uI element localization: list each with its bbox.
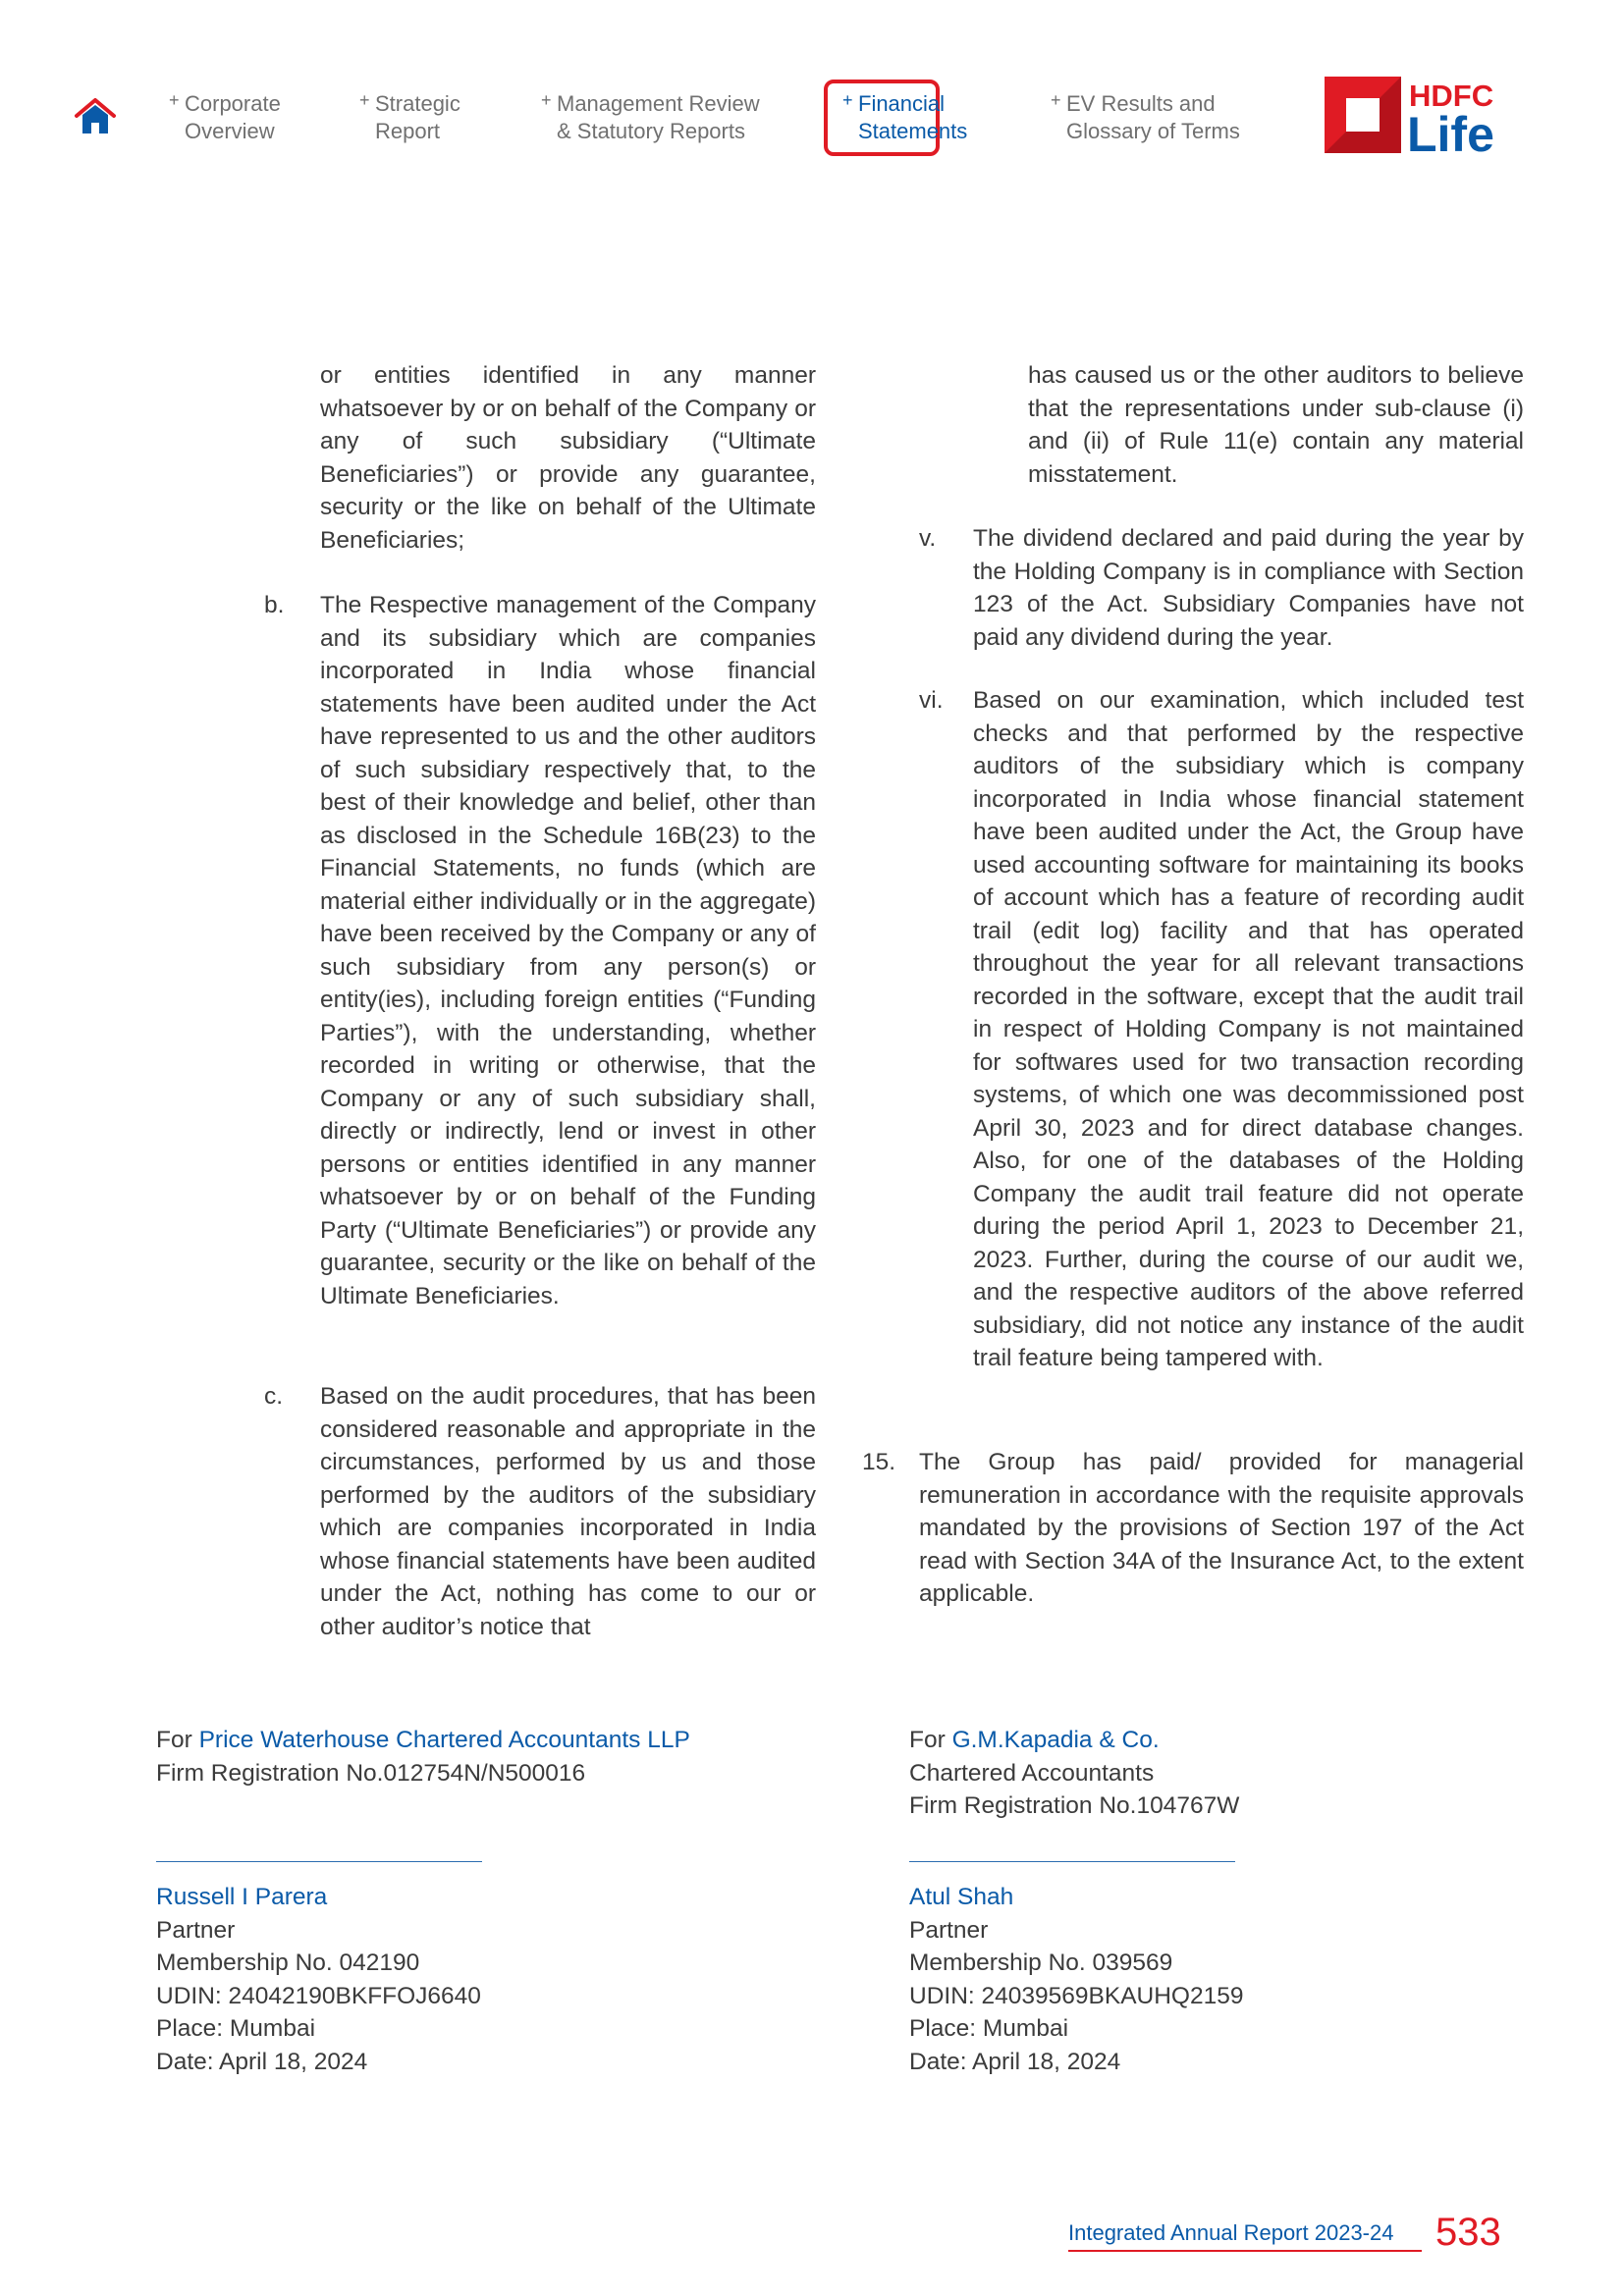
- nav-ev-results[interactable]: [1051, 90, 1240, 145]
- nav-management-review[interactable]: [541, 90, 760, 145]
- plus-icon: +: [359, 90, 370, 110]
- plus-icon: +: [1051, 90, 1061, 110]
- signature-block-left: [156, 1724, 690, 1789]
- report-title: Integrated Annual Report 2023-24: [1068, 2220, 1394, 2245]
- plus-icon: +: [169, 90, 180, 110]
- signature-block-right: [909, 1724, 1239, 1823]
- signatory-role: Partner: [156, 1916, 236, 1944]
- udin: UDIN: 24039569BKAUHQ2159: [909, 1982, 1244, 2009]
- signatory-details-right: [909, 1881, 1243, 2078]
- item-c-paragraph: Based on the audit procedures, that has been considered reasonable and appropriate in the circumstances, performed by us and those performed by the auditors of the subsidiary which are companies incorporated in India whose financial statements have been audited under the Act, nothing has come to our or other auditor’s notice that: [320, 1383, 816, 1640]
- firm-registration: Firm Registration No.104767W: [909, 1792, 1240, 1819]
- signatory-role: Partner: [909, 1916, 989, 1944]
- item-15-paragraph: The Group has paid/ provided for managerial remuneration in accordance with the requisite approvals mandated by the provisions of Section 197 of the Act read with Section 34A of the Insurance Act, to the extent applicable.: [919, 1449, 1524, 1607]
- firm-name: G.M.Kapadia & Co.: [951, 1727, 1160, 1753]
- firm-line: [156, 1724, 690, 1757]
- nav-label-line1: Management Review: [557, 91, 760, 116]
- nav-label-line2: Overview: [185, 119, 275, 143]
- item-v-marker: v.: [919, 525, 937, 552]
- nav-label-line1: Corporate: [185, 91, 281, 116]
- nav-financial-statements[interactable]: [842, 90, 968, 145]
- plus-icon: +: [541, 90, 552, 110]
- firm-name: Price Waterhouse Chartered Accountants LLP: [198, 1727, 690, 1753]
- for-prefix: For: [909, 1727, 952, 1753]
- place: Place: Mumbai: [156, 2015, 316, 2042]
- right-continued-paragraph: has caused us or the other auditors to believe that the representations under sub-clause (i) and (ii) of Rule 11(e) contain any material misstatement.: [1028, 362, 1524, 488]
- place: Place: Mumbai: [909, 2015, 1069, 2042]
- nav-label-line1: EV Results and: [1066, 91, 1216, 116]
- footer-underline: [1068, 2250, 1422, 2252]
- item-b-marker: b.: [264, 592, 285, 618]
- date: Date: April 18, 2024: [156, 2048, 368, 2075]
- nav-strategic-report[interactable]: [359, 90, 460, 145]
- home-icon[interactable]: [73, 94, 118, 139]
- page-number: 533: [1435, 2211, 1501, 2254]
- item-b-paragraph: The Respective management of the Company and its subsidiary which are companies incorporated in India whose financial statements have been audited under the Act have represented to us and the other auditors of such subsidiary respectively that, to the best of their knowledge and belief, other than as disclosed in the Schedule 16B(23) to the Financial Statements, no funds (which are material either individually or in the aggregate) have been received by the Company or any of such subsidiary from any person(s) or entity(ies), including foreign entities (“Funding Parties”), with the understanding, whether recorded in writing or otherwise, that the Company or any of such subsidiary shall, directly or indirectly, lend or invest in other persons or entities identified in any manner whatsoever by or on behalf of the Funding Party (“Ultimate Beneficiaries”) or provide any guarantee, security or the like on behalf of the Ultimate Beneficiaries.: [320, 592, 816, 1309]
- logo-text-hdfc: HDFC: [1409, 79, 1494, 113]
- nav-label-line1: Financial: [858, 91, 946, 116]
- nav-corporate-overview[interactable]: [169, 90, 281, 145]
- signature-line-left: [156, 1861, 482, 1862]
- left-continued-paragraph: or entities identified in any manner whatsoever by or on behalf of the Company or any of such subsidiary (“Ultimate Beneficiaries”) or provide any guarantee, security or the like on behalf of the Ultimate Beneficiaries;: [320, 362, 816, 554]
- signatory-name: Russell I Parera: [156, 1884, 328, 1910]
- signatory-name: Atul Shah: [909, 1884, 1014, 1910]
- signatory-details-left: [156, 1881, 481, 2078]
- item-15-marker: 15.: [862, 1449, 896, 1475]
- for-prefix: For: [156, 1727, 199, 1753]
- date: Date: April 18, 2024: [909, 2048, 1121, 2075]
- item-vi-paragraph: Based on our examination, which included test checks and that performed by the respective auditors of the subsidiary which is company incorporated in India whose financial statement have been audited under the Act, the Group have used accounting software for maintaining its books of account which has a feature of recording audit trail (edit log) facility and that has operated throughout the year for all relevant transactions recorded in the software, except that the audit trail in respect of Holding Company is not maintained for softwares used for two transaction recording systems, of which one was decommissioned post April 30, 2023 and for direct database changes. Also, for one of the databases of the Holding Company the audit trail feature did not operate during the period April 1, 2023 to December 21, 2023. Further, during the course of our audit we, and the respective auditors of the above referred subsidiary, did not notice any instance of the audit trail feature being tampered with.: [973, 687, 1524, 1371]
- firm-line: [909, 1724, 1239, 1757]
- item-vi-marker: vi.: [919, 687, 944, 714]
- firm-type: Chartered Accountants: [909, 1759, 1155, 1787]
- item-c-marker: c.: [264, 1383, 284, 1410]
- membership-number: Membership No. 039569: [909, 1949, 1173, 1976]
- nav-label-line2: Glossary of Terms: [1066, 119, 1240, 143]
- nav-label-line2: Statements: [858, 119, 968, 143]
- membership-number: Membership No. 042190: [156, 1949, 420, 1976]
- hdfc-life-logo: [1325, 77, 1511, 157]
- logo-text-life: Life: [1407, 107, 1494, 157]
- nav-label-line2: & Statutory Reports: [557, 119, 745, 143]
- udin: UDIN: 24042190BKFFOJ6640: [156, 1982, 481, 2009]
- nav-label-line2: Report: [375, 119, 441, 143]
- signature-line-right: [909, 1861, 1235, 1862]
- firm-registration: Firm Registration No.012754N/N500016: [156, 1759, 586, 1787]
- item-v-paragraph: The dividend declared and paid during the year by the Holding Company is in compliance with Section 123 of the Act. Subsidiary Companies have not paid any dividend during the year.: [973, 525, 1524, 651]
- plus-icon: +: [842, 90, 853, 110]
- nav-label-line1: Strategic: [375, 91, 460, 116]
